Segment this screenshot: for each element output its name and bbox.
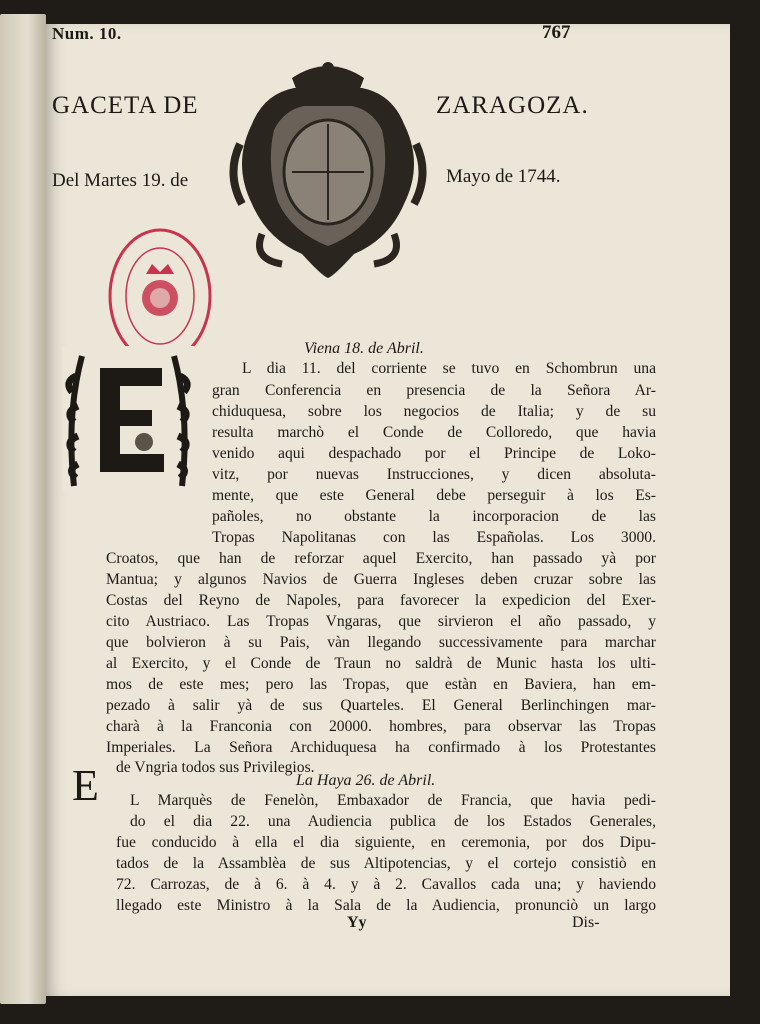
signature-mark: Yy [347,914,367,931]
page-number: 767 [542,22,571,43]
article-line: Croatos, que han de reforzar aquel Exercito, han passado yà por [106,550,656,567]
article-line: llegado este Ministro à la Sala de la Audiencia, pronunciò un largo [116,897,656,914]
article-line: Mantua; y algunos Navios de Guerra Ingleses deben cruzar sobre las [106,571,656,588]
article-line: do el dia 22. una Audiencia publica de los Estados Generales, [130,813,656,830]
library-stamp [106,226,214,366]
article-line: L dia 11. del corriente se tuvo en Schombrun una [242,360,656,377]
article-line: de Vngria todos sus Privilegios. [116,759,315,776]
article-line: mos de este mes; pero las Tropas, que estàn en Baviera, han em- [106,676,656,693]
article-line: tados de la Assamblèa de sus Altipotencias, y el cortejo consistiò en [116,855,656,872]
article-line: L Marquès de Fenelòn, Embaxador de Francia, que havia pedi- [130,792,656,809]
masthead-title-left: GACETA DE [52,92,199,119]
masthead-date-right: Mayo de 1744. [446,166,561,187]
section-title-viena: Viena 18. de Abril. [304,340,424,357]
article-line: mente, que este General debe perseguir à los Es- [212,487,656,504]
facing-page-edge [0,14,46,1004]
issue-number: Num. 10. [52,24,122,43]
article-line: pezado à salir yà de sus Quarteles. El General Berlinchingen mar- [106,697,656,714]
article-line: Imperiales. La Señora Archiduquesa ha confirmado à los Protestantes [106,739,656,756]
article-line: Costas del Reyno de Napoles, para favorecer la expedicion del Exer- [106,592,656,609]
article-line: pañoles, no obstante la incorporacion de las [212,508,656,525]
article-line: chiduquesa, sobre los negocios de Italia; y de su [212,403,656,420]
article-line: cito Austriaco. Las Tropas Vngaras, que sirvieron el año passado, y [106,613,656,630]
article-line: vitz, por nuevas Instrucciones, y dicen absoluta- [212,466,656,483]
article-line: gran Conferencia en presencia de la Señora Ar- [212,382,656,399]
article-line: venido aqui despachado por el Principe de Loko- [212,445,656,462]
article-line: fue conducido à ella el dia siguiente, en ceremonia, por dos Dipu- [116,834,656,851]
section-title-la-haya: La Haya 26. de Abril. [296,772,436,789]
article-line: Tropas Napolitanas con las Españolas. Los 3000. [212,529,656,546]
article-line: al Exercito, y el Conde de Traun no saldrà de Munic hasta los ulti- [106,655,656,672]
article-line: que bolvieron à su Pais, vàn llegando successivamente para marchar [106,634,656,651]
decorated-initial-e-icon [62,346,194,492]
masthead-date-left: Del Martes 19. de [52,170,189,191]
catchword: Dis- [572,914,600,931]
initial-letter-e: E [72,761,99,810]
coat-of-arms-icon [222,54,434,278]
article-line: resulta marchò el Conde de Colloredo, que havia [212,424,656,441]
masthead-title-right: ZARAGOZA. [436,92,589,119]
article-line: charà à la Franconia con 20000. hombres, para observar las Tropas [106,718,656,735]
article-line: 72. Carrozas, de à 6. à 4. y à 2. Cavallos cada una; y haviendo [116,876,656,893]
